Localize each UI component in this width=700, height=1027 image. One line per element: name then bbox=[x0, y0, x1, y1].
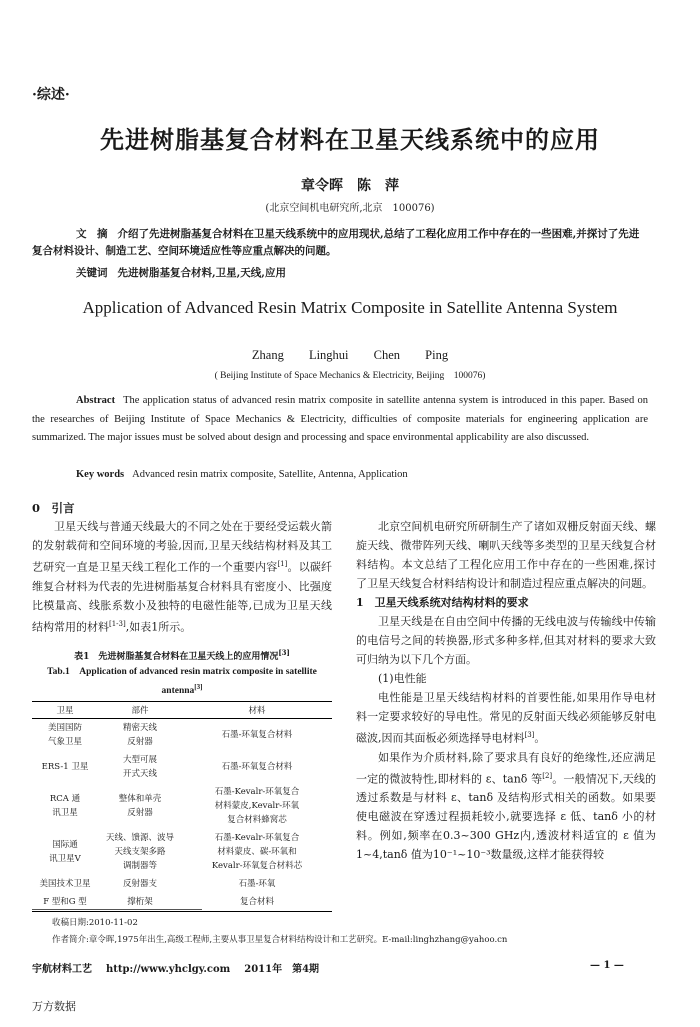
section-heading-requirements: 1 卫星天线系统对结构材料的要求 bbox=[356, 596, 529, 609]
paragraph: 电性能是卫星天线结构材料的首要性能,如果用作导电材料一定要求较好的导电性。常见的反射面天线必须能够反射电磁波,因而其面板必须选择导电材料[3]。 bbox=[356, 691, 656, 745]
title-chinese: 先进树脂基复合材料在卫星天线系统中的应用 bbox=[100, 125, 600, 154]
table-cell: ERS-1 卫星 bbox=[41, 762, 89, 772]
abstract-en-text: The application status of advanced resin matrix composite in satellite antenna system is introduced in this paper. Based on the researches of Beijing Institute of Space Mechanics & Electricity, difficulties of composite materials for engineering application are summarized. The major issues must be solved about design and processing and space environmental applicability are also discussed. bbox=[32, 395, 648, 443]
table-cell: 国际通 讯卫星V bbox=[49, 840, 81, 864]
keywords-english bbox=[76, 469, 408, 480]
authors-chinese: 章令晖 陈 萍 bbox=[301, 178, 399, 194]
page-footer bbox=[32, 960, 333, 975]
citation: [1] bbox=[277, 560, 288, 568]
keywords-en-label: Key words bbox=[76, 469, 125, 480]
journal-url[interactable]: http://www.yhclgy.com bbox=[106, 964, 231, 975]
watermark: 万方数据 bbox=[32, 1000, 76, 1013]
table-header: 卫星 bbox=[32, 702, 98, 719]
table-cell: 精密天线 反射器 bbox=[122, 723, 157, 747]
footnote-author: 作者简介:章令晖,1975年出生,高级工程师,主要从事卫星复合材料结构设计和工艺研究。E-mail:linghzhang@yahoo.cn bbox=[52, 935, 508, 945]
table-cell: 复合材料 bbox=[182, 893, 332, 912]
page-number: — 1 — bbox=[590, 960, 624, 971]
keywords-en-text: Advanced resin matrix composite, Satellite, Antenna, Application bbox=[132, 469, 408, 480]
table-cell: 反射器支 bbox=[122, 879, 157, 889]
table-cell: 整体和单壳 反射器 bbox=[118, 794, 162, 818]
citation: [3] bbox=[524, 731, 535, 739]
table-row bbox=[32, 783, 332, 829]
abstract-chinese bbox=[32, 226, 648, 260]
paragraph: 北京空间机电研究所研制生产了诸如双栅反射面天线、螺旋天线、微带阵列天线、喇叭天线等多类型的卫星天线复合材料结构。本文总结了工程化应用工作中存在的一些困难,探讨了卫星天线复合材料结构设计和制造过程应重点解决的问题。 bbox=[356, 520, 656, 590]
table-header: 材料 bbox=[182, 702, 332, 719]
table-row bbox=[32, 829, 332, 875]
intro-paragraph: 卫星天线与普通天线最大的不同之处在于要经受运载火箭的发射载荷和空间环境的考验,因而,卫星天线结构材料及其工艺研究一直是卫星天线工程化工作的一个重要内容[1]。以碳纤维复合材料为代表的先进树脂基复合材料具有密度小、比强度比模量高、线胀系数小及独特的电磁性能等,已成为卫星天线结构常用的材料[1-3],如表1所示。 bbox=[32, 520, 333, 634]
table-cell: 撑桁架 bbox=[98, 893, 182, 912]
table-caption-chinese: 表1 先进树脂基复合材料在卫星天线上的应用情况[3] bbox=[74, 648, 290, 662]
table-cell: RCA 通 讯卫星 bbox=[49, 794, 81, 818]
table-row bbox=[32, 719, 332, 752]
paragraph: 卫星天线是在自由空间中传播的无线电波与传输线中传输的电信号之间的转换器,形式多种多样,但其对材料的要求大致可归纳为以下几个方面。 bbox=[356, 615, 656, 666]
section-tag: ·综述· bbox=[32, 87, 70, 103]
left-column bbox=[32, 517, 332, 636]
journal-name: 宇航材料工艺 bbox=[32, 964, 92, 975]
section-heading-introduction: 0 引言 bbox=[32, 501, 75, 515]
paragraph: 如果作为介质材料,除了要求具有良好的绝缘性,还应满足一定的微波特性,即材料的 ε、tanδ 等[2]。一般情况下,天线的透过系数是与材料 ε、tanδ 及结构形式相关的函数。如果要使电磁波在穿透过程损耗较小,就要选择 ε 低、tanδ 小的材料。例如,频率在0.3~300 GHz内,透波材料适宜的 ε 值为1~4,tanδ 值为10⁻¹~10⁻³数量级,这样才能获得较 bbox=[356, 750, 657, 862]
keywords-cn-text: 先进树脂基复合材料,卫星,天线,应用 bbox=[117, 267, 286, 279]
keywords-cn-label: 关键词 bbox=[76, 267, 108, 279]
table-cell: 美国国防 气象卫星 bbox=[47, 723, 82, 747]
table-row bbox=[32, 875, 332, 893]
abstract-cn-text: 介绍了先进树脂基复合材料在卫星天线系统中的应用现状,总结了工程化应用工作中存在的一些困难,并探讨了先进复合材料设计、制造工艺、空间环境适应性等应重点解决的问题。 bbox=[32, 228, 640, 257]
table-cell: 石墨-环氧复合材料 bbox=[221, 730, 293, 740]
citation: [1-3] bbox=[109, 619, 126, 628]
table-header: 部件 bbox=[98, 702, 182, 719]
table-1 bbox=[32, 701, 332, 912]
abstract-en-label: Abstract bbox=[76, 395, 116, 406]
table-cell: 石墨-Kevalr-环氧复合 材料蒙皮、碳-环氧和 Kevalr-环氧复合材料芯 bbox=[211, 833, 303, 871]
footnote-received: 收稿日期:2010-11-02 bbox=[52, 918, 138, 928]
table-cell: 石墨-环氧 bbox=[238, 879, 276, 889]
table-caption-english: Tab.1 Application of advanced resin matrix composite in satellite antenna[3] bbox=[47, 667, 317, 697]
table-cell: 石墨-Kevalr-环氧复合 材料蒙皮,Kevalr-环氧 复合材料蜂窝芯 bbox=[214, 787, 300, 825]
citation: [2] bbox=[542, 771, 553, 780]
title-english: Application of Advanced Resin Matrix Composite in Satellite Antenna System bbox=[82, 298, 618, 317]
affiliation-chinese: (北京空间机电研究所,北京 100076) bbox=[265, 203, 435, 214]
keywords-chinese bbox=[76, 265, 286, 280]
abstract-english bbox=[32, 392, 648, 448]
subheading-electrical: (1)电性能 bbox=[378, 672, 427, 685]
footnote-rule bbox=[32, 909, 202, 910]
right-column bbox=[356, 517, 656, 864]
table-cell: 美国技术卫星 bbox=[39, 879, 91, 889]
table-cell: 天线、馈源、波导 天线支架多路 调制器等 bbox=[105, 833, 174, 871]
authors-english: Zhang Linghui Chen Ping bbox=[251, 348, 449, 362]
table-row bbox=[32, 751, 332, 783]
table-cell: 石墨-环氧复合材料 bbox=[221, 762, 293, 772]
table-cell: F 型和G 型 bbox=[32, 893, 98, 912]
table-cell: 大型可展 开式天线 bbox=[122, 755, 157, 779]
abstract-cn-label: 文 摘 bbox=[76, 228, 108, 240]
journal-issue: 2011年 第4期 bbox=[244, 964, 320, 975]
affiliation-english: ( Beijing Institute of Space Mechanics & Electricity, Beijing 100076) bbox=[214, 371, 486, 381]
